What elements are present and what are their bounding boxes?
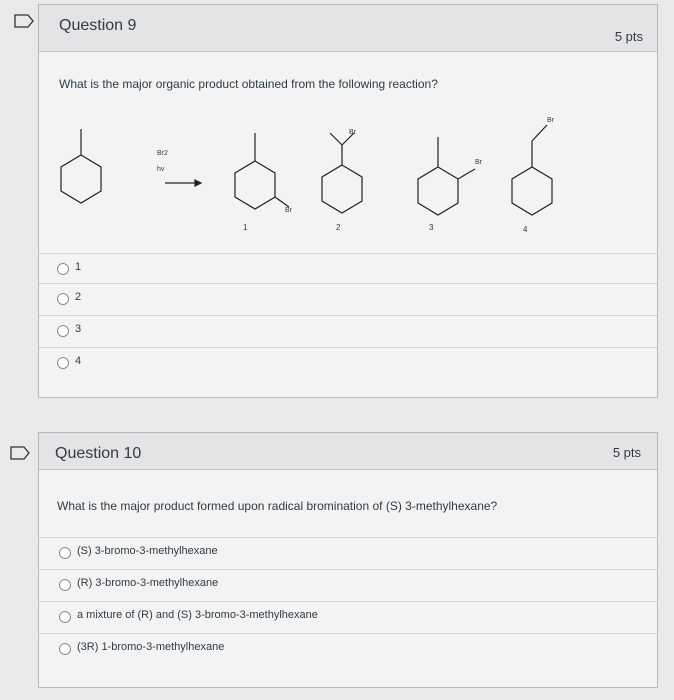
radio-button[interactable]: [59, 579, 71, 591]
radio-button[interactable]: [57, 263, 69, 275]
answer-option[interactable]: [39, 601, 657, 632]
question-10-prompt: What is the major product formed upon radical bromination of (S) 3-methylhexane?: [57, 499, 498, 513]
flag-icon-q9[interactable]: [14, 14, 34, 28]
question-9-title: Question 9: [59, 17, 137, 34]
arrow-head: [195, 180, 201, 186]
radio-button[interactable]: [59, 547, 71, 559]
radio-button[interactable]: [57, 293, 69, 305]
product-3-br: Br: [475, 159, 482, 166]
question-9-header: [39, 5, 657, 52]
radio-button[interactable]: [59, 611, 71, 623]
product-1-ring: [235, 161, 275, 209]
question-9-prompt: What is the major organic product obtained from the following reaction?: [59, 77, 438, 91]
answer-option[interactable]: [39, 253, 657, 284]
radio-button[interactable]: [57, 325, 69, 337]
answer-label: 2: [75, 291, 82, 303]
answer-label: a mixture of (R) and (S) 3-bromo-3-methylhexane: [77, 609, 318, 621]
reaction-scheme: [45, 117, 645, 247]
question-10-card: [38, 432, 658, 688]
answer-label: 4: [75, 355, 82, 367]
product-4-br: Br: [547, 117, 554, 124]
product-3-ring: [418, 167, 458, 215]
answer-label: (R) 3-bromo-3-methylhexane: [77, 577, 219, 589]
answer-label: 1: [75, 261, 82, 273]
answer-option[interactable]: [39, 347, 657, 378]
product-2-ring: [322, 165, 362, 213]
question-9-card: [38, 4, 658, 398]
product-2-number: 2: [336, 223, 341, 232]
answer-option[interactable]: [39, 537, 657, 568]
radio-button[interactable]: [57, 357, 69, 369]
answer-option[interactable]: [39, 633, 657, 664]
flag-icon-q10[interactable]: [10, 446, 30, 460]
product-3-number: 3: [429, 223, 434, 232]
radio-button[interactable]: [59, 643, 71, 655]
answer-label: 3: [75, 323, 82, 335]
start-ring: [61, 155, 101, 203]
product-1-number: 1: [243, 223, 248, 232]
product-1-br: Br: [285, 207, 292, 214]
answer-option[interactable]: [39, 315, 657, 346]
reagent-hv: hv: [157, 166, 165, 173]
answer-option[interactable]: [39, 569, 657, 600]
reagent-br2: Br2: [157, 150, 168, 157]
question-10-points: 5 pts: [612, 445, 641, 460]
question-10-header: [39, 433, 657, 470]
product-4-ring: [512, 167, 552, 215]
answer-label: (3R) 1-bromo-3-methylhexane: [77, 641, 225, 653]
answer-option[interactable]: [39, 283, 657, 314]
question-10-title: Question 10: [55, 445, 142, 462]
product-2-br: Br: [349, 129, 356, 136]
answer-label: (S) 3-bromo-3-methylhexane: [77, 545, 218, 557]
question-9-points: 5 pts: [614, 29, 643, 44]
product-4-number: 4: [523, 225, 528, 234]
